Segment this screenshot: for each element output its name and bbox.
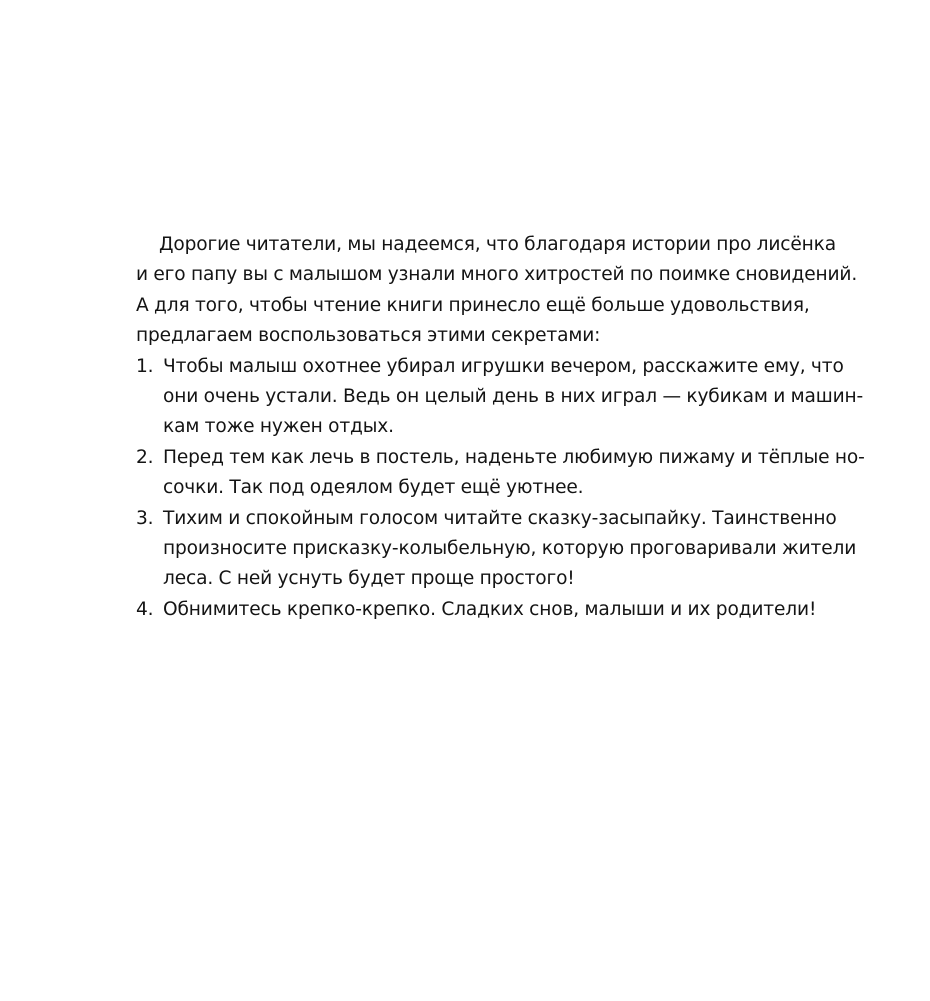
list-item xyxy=(136,352,864,443)
intro-line: Дорогие читатели, мы надеемся, что благодаря истории про лисёнка xyxy=(159,234,836,255)
list-item xyxy=(136,595,817,625)
list-item-text xyxy=(163,504,857,595)
tips-list xyxy=(136,352,865,626)
list-item-number: 2. xyxy=(136,446,154,468)
list-item-number: 4. xyxy=(136,598,154,620)
list-item-text xyxy=(163,352,864,443)
intro-line: А для того, чтобы чтение книги принесло ещё больше удовольствия, xyxy=(136,294,810,316)
list-item-text xyxy=(163,595,817,625)
intro-line: и его папу вы с малышом узнали много хитростей по поимке сновидений. xyxy=(136,264,858,286)
list-item-line: произносите присказку-колыбельную, которую проговаривали жители xyxy=(163,538,857,560)
list-item xyxy=(136,443,865,504)
intro-paragraph xyxy=(136,230,858,352)
list-item-line: леса. С ней уснуть будет проще простого! xyxy=(163,568,575,590)
list-item-line: они очень устали. Ведь он целый день в них играл — кубикам и машин- xyxy=(163,386,864,408)
list-item-number: 3. xyxy=(136,507,154,529)
list-item-line: Тихим и спокойным голосом читайте сказку-засыпайку. Таинственно xyxy=(163,507,837,529)
intro-line: предлагаем воспользоваться этими секретами: xyxy=(136,325,601,347)
list-item-line: сочки. Так под одеялом будет ещё уютнее. xyxy=(163,477,584,499)
list-item-text xyxy=(163,443,865,504)
list-item-line: Обнимитесь крепко-крепко. Сладких снов, малыши и их родители! xyxy=(163,598,817,620)
list-item-number: 1. xyxy=(136,355,154,377)
list-item-line: кам тоже нужен отдых. xyxy=(163,416,394,438)
list-item-line: Чтобы малыш охотнее убирал игрушки вечером, расскажите ему, что xyxy=(163,355,844,377)
list-item-line: Перед тем как лечь в постель, наденьте любимую пижаму и тёплые но- xyxy=(163,446,865,468)
afterword-text xyxy=(136,230,865,625)
list-item xyxy=(136,504,857,595)
